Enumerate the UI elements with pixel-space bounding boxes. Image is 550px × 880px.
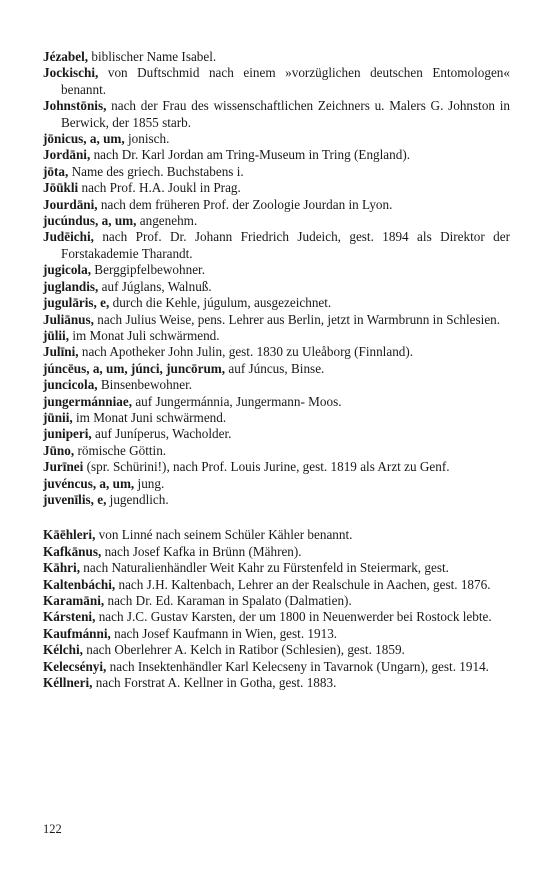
entry-definition: nach dem früheren Prof. der Zoologie Jourdan in Lyon.	[97, 196, 393, 212]
dictionary-entry	[43, 492, 510, 508]
dictionary-entry	[43, 377, 510, 393]
entry-definition: im Monat Juli schwärmend.	[69, 327, 220, 343]
entry-definition: nach Dr. Karl Jordan am Tring-Museum in Tring (England).	[90, 147, 411, 163]
entry-headword: Kāēhleri,	[43, 527, 96, 543]
entry-definition: auf Juníperus, Wacholder.	[91, 426, 232, 442]
entry-definition: nach Prof. Dr. Johann Friedrich Judeich, gest. 1894 als Direktor der Forstakademie Tharandt.	[61, 229, 510, 261]
entry-definition: auf Júncus, Binse.	[225, 360, 325, 376]
entry-headword: juniperi,	[43, 426, 92, 442]
dictionary-entry	[43, 626, 510, 642]
entry-definition: auf Jungermánnia, Jungermann- Moos.	[132, 393, 342, 409]
dictionary-entry	[43, 410, 510, 426]
entry-definition: von Duftschmid nach einem »vorzüglichen deutschen Entomologen« benannt.	[61, 65, 510, 97]
entry-headword: juncicola,	[43, 377, 98, 393]
dictionary-entry	[43, 394, 510, 410]
dictionary-entry	[43, 279, 510, 295]
entry-definition: im Monat Juni schwärmend.	[72, 409, 227, 425]
entry-definition: jung.	[134, 475, 165, 491]
entry-headword: Jūno,	[43, 442, 75, 458]
entry-headword: juvéncus, a, um,	[43, 475, 135, 491]
entry-headword: Kársteni,	[43, 609, 96, 625]
dictionary-entry	[43, 98, 510, 131]
entry-definition: nach Prof. H.A. Joukl in Prag.	[78, 180, 241, 196]
entry-definition: jugendlich.	[106, 491, 169, 507]
entry-headword: júncēus, a, um, júnci, juncōrum,	[43, 360, 226, 376]
entry-definition: nach Julius Weise, pens. Lehrer aus Berlin, jetzt in Warmbrunn in Schlesien.	[93, 311, 501, 327]
dictionary-entry	[43, 577, 510, 593]
entry-definition: jonisch.	[124, 131, 170, 147]
entry-headword: Juliānus,	[43, 311, 94, 327]
entry-definition: nach der Frau des wissenschaftlichen Zeichners u. Malers G. Johnston in Berwick, der 1855 starb.	[61, 98, 510, 130]
dictionary-entry	[43, 593, 510, 609]
dictionary-entry	[43, 642, 510, 658]
dictionary-entry	[43, 544, 510, 560]
dictionary-entry	[43, 344, 510, 360]
dictionary-entry	[43, 426, 510, 442]
dictionary-entry	[43, 180, 510, 196]
dictionary-entry	[43, 65, 510, 98]
entry-headword: Julīni,	[43, 344, 79, 360]
entry-definition: nach Oberlehrer A. Kelch in Ratibor (Schlesien), gest. 1859.	[82, 642, 405, 658]
entry-definition: römische Göttin.	[74, 442, 167, 458]
entry-headword: juglandis,	[43, 278, 99, 294]
entry-definition: nach J.H. Kaltenbach, Lehrer an der Realschule in Aachen, gest. 1876.	[115, 576, 491, 592]
entry-definition: nach Josef Kaufmann in Wien, gest. 1913.	[110, 625, 338, 641]
entry-headword: jūnii,	[43, 409, 73, 425]
entry-definition: nach Insektenhändler Karl Kelecseny in Tavarnok (Ungarn), gest. 1914.	[106, 658, 489, 674]
section-gap	[43, 508, 510, 527]
entry-definition: angenehm.	[136, 213, 198, 229]
entry-definition: Name des griech. Buchstabens i.	[68, 163, 244, 179]
entry-headword: Johnstōnis,	[43, 98, 107, 114]
entry-headword: Jordāni,	[43, 147, 91, 163]
dictionary-entry	[43, 675, 510, 691]
entry-definition: nach Apotheker John Julin, gest. 1830 zu Uleåborg (Finnland).	[78, 344, 414, 360]
entry-headword: Jōūkli	[43, 180, 79, 196]
entry-definition: nach J.C. Gustav Karsten, der um 1800 in Neuenwerder bei Rostock lebte.	[95, 609, 492, 625]
entry-headword: juvenīlis, e,	[43, 491, 107, 507]
dictionary-entry	[43, 262, 510, 278]
entry-definition: nach Naturalienhändler Weit Kahr zu Fürstenfeld in Steiermark, gest.	[80, 560, 449, 576]
entry-headword: Jockischi,	[43, 65, 99, 81]
entry-definition: nach Dr. Ed. Karaman in Spalato (Dalmatien).	[104, 593, 352, 608]
entry-definition: nach Josef Kafka in Brünn (Mähren).	[101, 543, 302, 559]
entry-headword: Kélchi,	[43, 642, 83, 658]
entry-headword: Karamāni,	[43, 593, 105, 608]
entry-headword: Jézabel,	[43, 49, 89, 64]
page-number: 122	[43, 822, 62, 836]
entry-headword: jungermánniae,	[43, 393, 133, 409]
dictionary-entry	[43, 229, 510, 262]
entry-definition: von Linné nach seinem Schüler Kähler benannt.	[95, 527, 353, 543]
dictionary-entry	[43, 609, 510, 625]
entry-definition: (spr. Schürini!), nach Prof. Louis Jurine, gest. 1819 als Arzt zu Genf.	[83, 459, 450, 475]
dictionary-entry	[43, 527, 510, 543]
dictionary-entry	[43, 213, 510, 229]
dictionary-entry	[43, 147, 510, 163]
dictionary-entry	[43, 459, 510, 475]
entry-definition: Binsenbewohner.	[97, 377, 193, 393]
dictionary-entry	[43, 476, 510, 492]
entry-definition: Berggipfelbewohner.	[91, 262, 206, 278]
entry-definition: auf Júglans, Walnuß.	[98, 278, 212, 294]
dictionary-entry	[43, 312, 510, 328]
dictionary-entry	[43, 164, 510, 180]
entry-headword: Kāhri,	[43, 560, 80, 576]
section-k	[43, 527, 510, 691]
entry-headword: Kelecsényi,	[43, 658, 107, 674]
entry-headword: jugulāris, e,	[43, 295, 110, 311]
entry-headword: jūlii,	[43, 327, 70, 343]
dictionary-entry	[43, 560, 510, 576]
entry-definition: nach Forstrat A. Kellner in Gotha, gest. 1883.	[92, 675, 337, 691]
entry-headword: jugicola,	[43, 262, 91, 278]
entry-headword: Kaufmánni,	[43, 625, 111, 641]
entry-headword: Kéllneri,	[43, 675, 93, 691]
section-j	[43, 49, 510, 508]
dictionary-entry	[43, 443, 510, 459]
dictionary-entry	[43, 49, 510, 65]
entry-headword: jōnicus, a, um,	[43, 131, 125, 147]
entry-headword: Judēichi,	[43, 229, 94, 245]
entry-definition: biblischer Name Isabel.	[88, 49, 217, 64]
dictionary-entry	[43, 328, 510, 344]
entry-headword: jōta,	[43, 163, 69, 179]
dictionary-entry	[43, 131, 510, 147]
entry-headword: Jurīnei	[43, 459, 84, 475]
dictionary-entry	[43, 197, 510, 213]
entry-headword: jucúndus, a, um,	[43, 213, 137, 229]
entry-headword: Kaltenbáchi,	[43, 576, 116, 592]
dictionary-entry	[43, 295, 510, 311]
dictionary-entry	[43, 361, 510, 377]
dictionary-entry	[43, 659, 510, 675]
entry-definition: durch die Kehle, júgulum, ausgezeichnet.	[109, 295, 332, 311]
entry-headword: Kafkānus,	[43, 543, 102, 559]
entry-headword: Jourdāni,	[43, 196, 98, 212]
